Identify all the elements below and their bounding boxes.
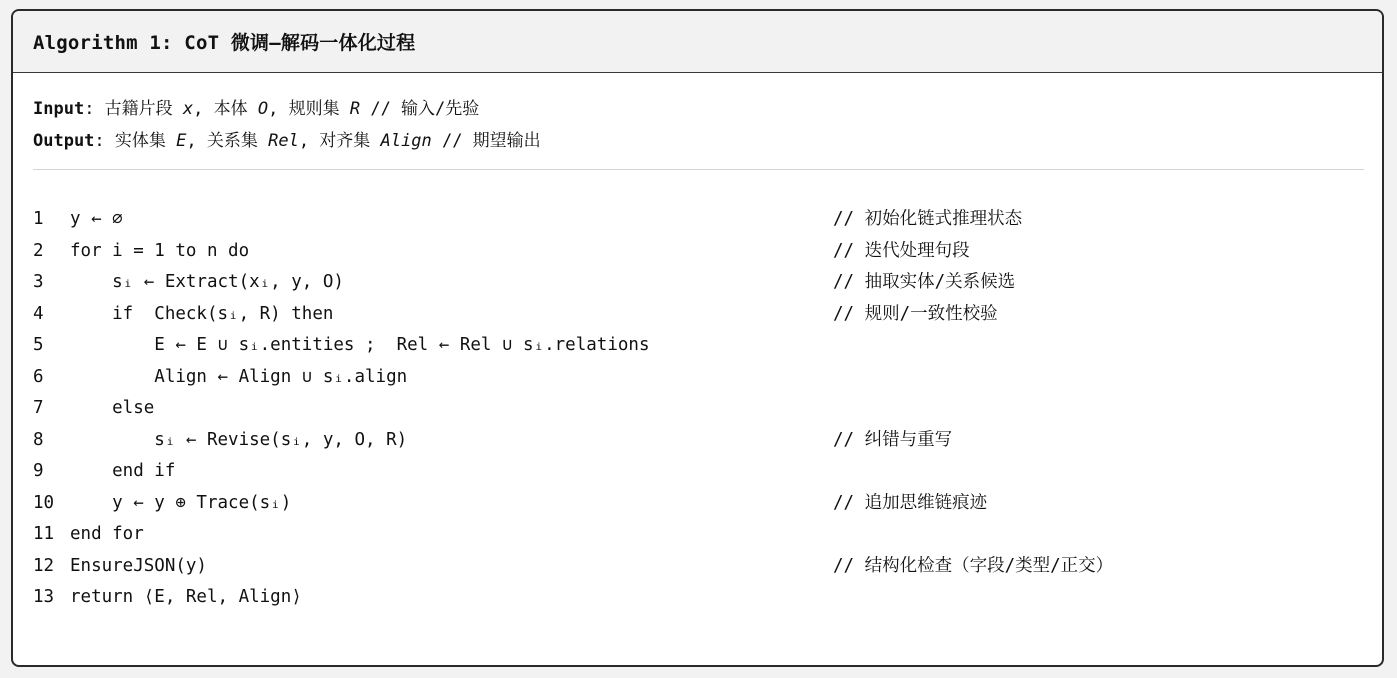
output-sep-3: , 对齐集 [298,131,381,151]
code-line [13,425,1382,457]
output-comment: // 期望输出 [431,131,541,151]
line-number: 1 [33,209,44,229]
input-sep-3: , 规则集 [268,99,350,119]
line-number: 7 [33,398,44,418]
line-comment: // 结构化检查（字段/类型/正交） [833,555,1114,576]
line-code: E ← E ∪ sᵢ.entities ; Rel ← Rel ∪ sᵢ.relations [70,335,650,355]
code-line [13,236,1382,268]
input-sep-1: : 古籍片段 [84,99,183,119]
input-var-r: R [349,99,361,119]
line-code: sᵢ ← Revise(sᵢ, y, O, R) [70,429,408,450]
code-line [13,362,1382,394]
line-number: 9 [33,461,44,481]
code-line [13,582,1382,614]
line-comment: // 追加思维链痕迹 [833,492,988,513]
line-number: 4 [33,303,44,324]
line-code: Align ← Align ∪ sᵢ.align [70,366,408,387]
line-number: 3 [33,272,44,292]
line-number: 5 [33,335,44,355]
line-code: y ← ∅ [70,209,123,229]
code-line [13,204,1382,236]
line-code: y ← y ⊕ Trace(sᵢ) [70,492,292,513]
line-comment: // 规则/一致性校验 [833,303,998,324]
code-block [13,170,1382,614]
algorithm-title-text: Algorithm 1: CoT 微调–解码一体化过程 [33,32,416,54]
output-var-rel: Rel [268,131,299,151]
line-code: for i = 1 to n do [70,240,250,261]
output-sep-2: , 关系集 [186,131,269,151]
code-line [13,299,1382,331]
code-line [13,330,1382,362]
io-section [13,73,1382,157]
input-var-o: O [257,99,269,119]
output-sep-1: : 实体集 [94,131,177,151]
line-comment: // 初始化链式推理状态 [833,209,1023,229]
algorithm-title [13,11,1382,73]
line-code: sᵢ ← Extract(xᵢ, y, O) [70,272,344,292]
output-var-e: E [176,131,187,151]
input-line [33,93,1362,125]
line-code: EnsureJSON(y) [70,555,207,576]
line-comment: // 纠错与重写 [833,429,953,450]
code-line [13,488,1382,520]
code-line [13,456,1382,488]
input-keyword: Input [33,99,85,119]
line-code: end if [70,461,176,481]
algorithm-box [11,9,1384,667]
line-comment: // 抽取实体/关系候选 [833,272,1016,292]
line-code: if Check(sᵢ, R) then [70,303,334,324]
line-code: return ⟨E, Rel, Align⟩ [70,587,302,607]
line-number: 6 [33,366,44,387]
line-number: 11 [33,524,55,544]
code-line [13,393,1382,425]
line-comment: // 迭代处理句段 [833,240,970,261]
output-line [33,125,1362,157]
output-keyword: Output [33,131,95,151]
line-number: 10 [33,492,55,513]
code-line [13,267,1382,299]
input-var-x: x [182,99,194,119]
line-number: 2 [33,240,44,261]
input-sep-2: , 本体 [193,99,258,119]
code-line [13,551,1382,583]
input-comment: // 输入/先验 [360,99,480,119]
line-number: 13 [33,587,55,607]
code-line [13,519,1382,551]
output-var-align: Align [380,131,432,151]
line-number: 8 [33,429,44,450]
line-code: else [70,398,155,418]
line-code: end for [70,524,144,544]
line-number: 12 [33,555,55,576]
